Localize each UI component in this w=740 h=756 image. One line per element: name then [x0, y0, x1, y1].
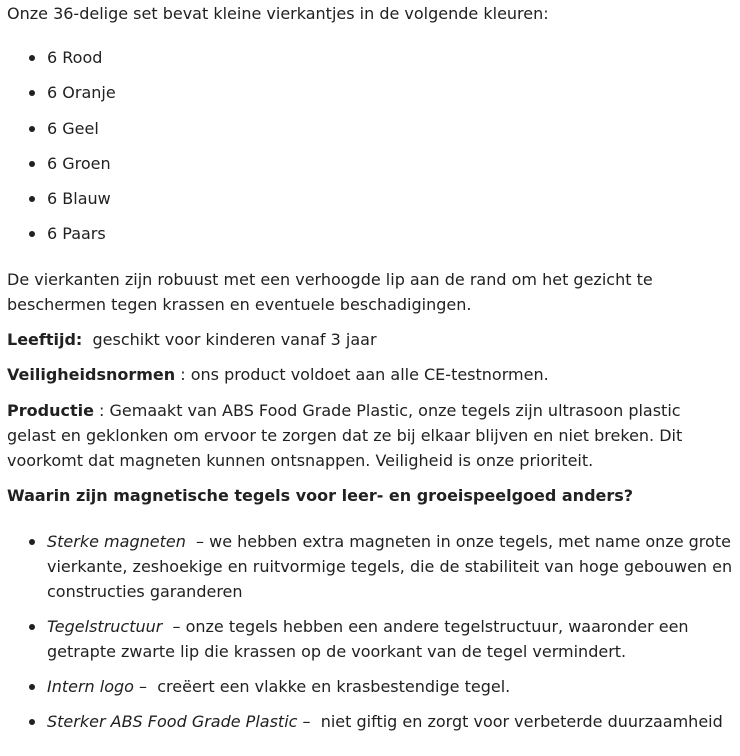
list-item — [0, 674, 734, 699]
section-heading — [7, 483, 734, 508]
bullet-icon — [29, 90, 35, 96]
age-paragraph — [7, 327, 734, 352]
question-text: Waarin zijn magnetische tegels voor leer- en groeispeelgoed anders? — [7, 486, 634, 505]
feature-text: – we hebben extra magneten in onze tegels, met name onze grote vierkante, zeshoekige en ruitvormige tegels, die de stabiliteit van hoge gebouwen en constructies garanderen — [47, 532, 738, 601]
color-item-label: 6 Groen — [47, 153, 111, 173]
production-paragraph — [7, 398, 734, 473]
color-list — [0, 45, 116, 257]
list-item — [0, 614, 734, 664]
bullet-icon — [29, 161, 35, 167]
feature-text: – niet giftig en zorgt voor verbeterde duurzaamheid — [297, 712, 723, 731]
feature-name: Intern logo — [47, 677, 134, 696]
safety-label: Veiligheidsnormen — [7, 365, 176, 384]
safety-paragraph — [7, 362, 734, 387]
list-item — [0, 151, 116, 186]
protection-paragraph: De vierkanten zijn robuust met een verhoogde lip aan de rand om het gezicht te beschermen tegen krassen en eventuele beschadigingen. — [7, 270, 653, 314]
bullet-icon — [29, 719, 35, 725]
feature-text: – creëert een vlakke en krasbestendige tegel. — [133, 677, 511, 696]
production-text: : Gemaakt van ABS Food Grade Plastic, onze tegels zijn ultrasoon plastic gelast en geklonken om ervoor te zorgen dat ze bij elkaar blijven en niet breken. Dit voorkomt dat magneten kunnen ontsnappen. Veiligheid is onze prioriteit. — [7, 401, 683, 470]
age-label: Leeftijd: — [7, 330, 83, 349]
feature-name: Sterker ABS Food Grade Plastic — [47, 712, 298, 731]
color-item-label: 6 Geel — [47, 118, 99, 138]
color-item-label: 6 Oranje — [47, 83, 116, 103]
list-item — [0, 116, 116, 151]
list-item — [0, 529, 738, 604]
bullet-icon — [29, 196, 35, 202]
list-item — [0, 709, 734, 734]
list-item — [0, 221, 116, 256]
feature-name: Sterke magneten — [47, 532, 186, 551]
list-item — [0, 45, 116, 80]
safety-text: : ons product voldoet aan alle CE-testnormen. — [175, 365, 549, 384]
color-item-label: 6 Rood — [47, 48, 103, 67]
intro-text: Onze 36-delige set bevat kleine vierkantjes in de volgende kleuren: — [7, 4, 549, 23]
production-label: Productie — [7, 401, 94, 420]
list-item — [0, 186, 116, 221]
bullet-icon — [29, 231, 35, 237]
bullet-icon — [29, 684, 35, 690]
bullet-icon — [29, 539, 35, 545]
bullet-icon — [29, 126, 35, 132]
color-item-label: 6 Blauw — [47, 189, 111, 209]
feature-text: – onze tegels hebben een andere tegelstructuur, waaronder een getrapte zwarte lip die krassen op de voorkant van de tegel vermindert. — [47, 617, 694, 661]
age-text: geschikt voor kinderen vanaf 3 jaar — [82, 330, 377, 349]
bullet-icon — [29, 624, 35, 630]
color-item-label: 6 Paars — [47, 224, 106, 244]
feature-list — [0, 529, 738, 744]
bullet-icon — [29, 55, 35, 61]
list-item — [0, 80, 116, 115]
feature-name: Tegelstructuur — [47, 617, 163, 636]
